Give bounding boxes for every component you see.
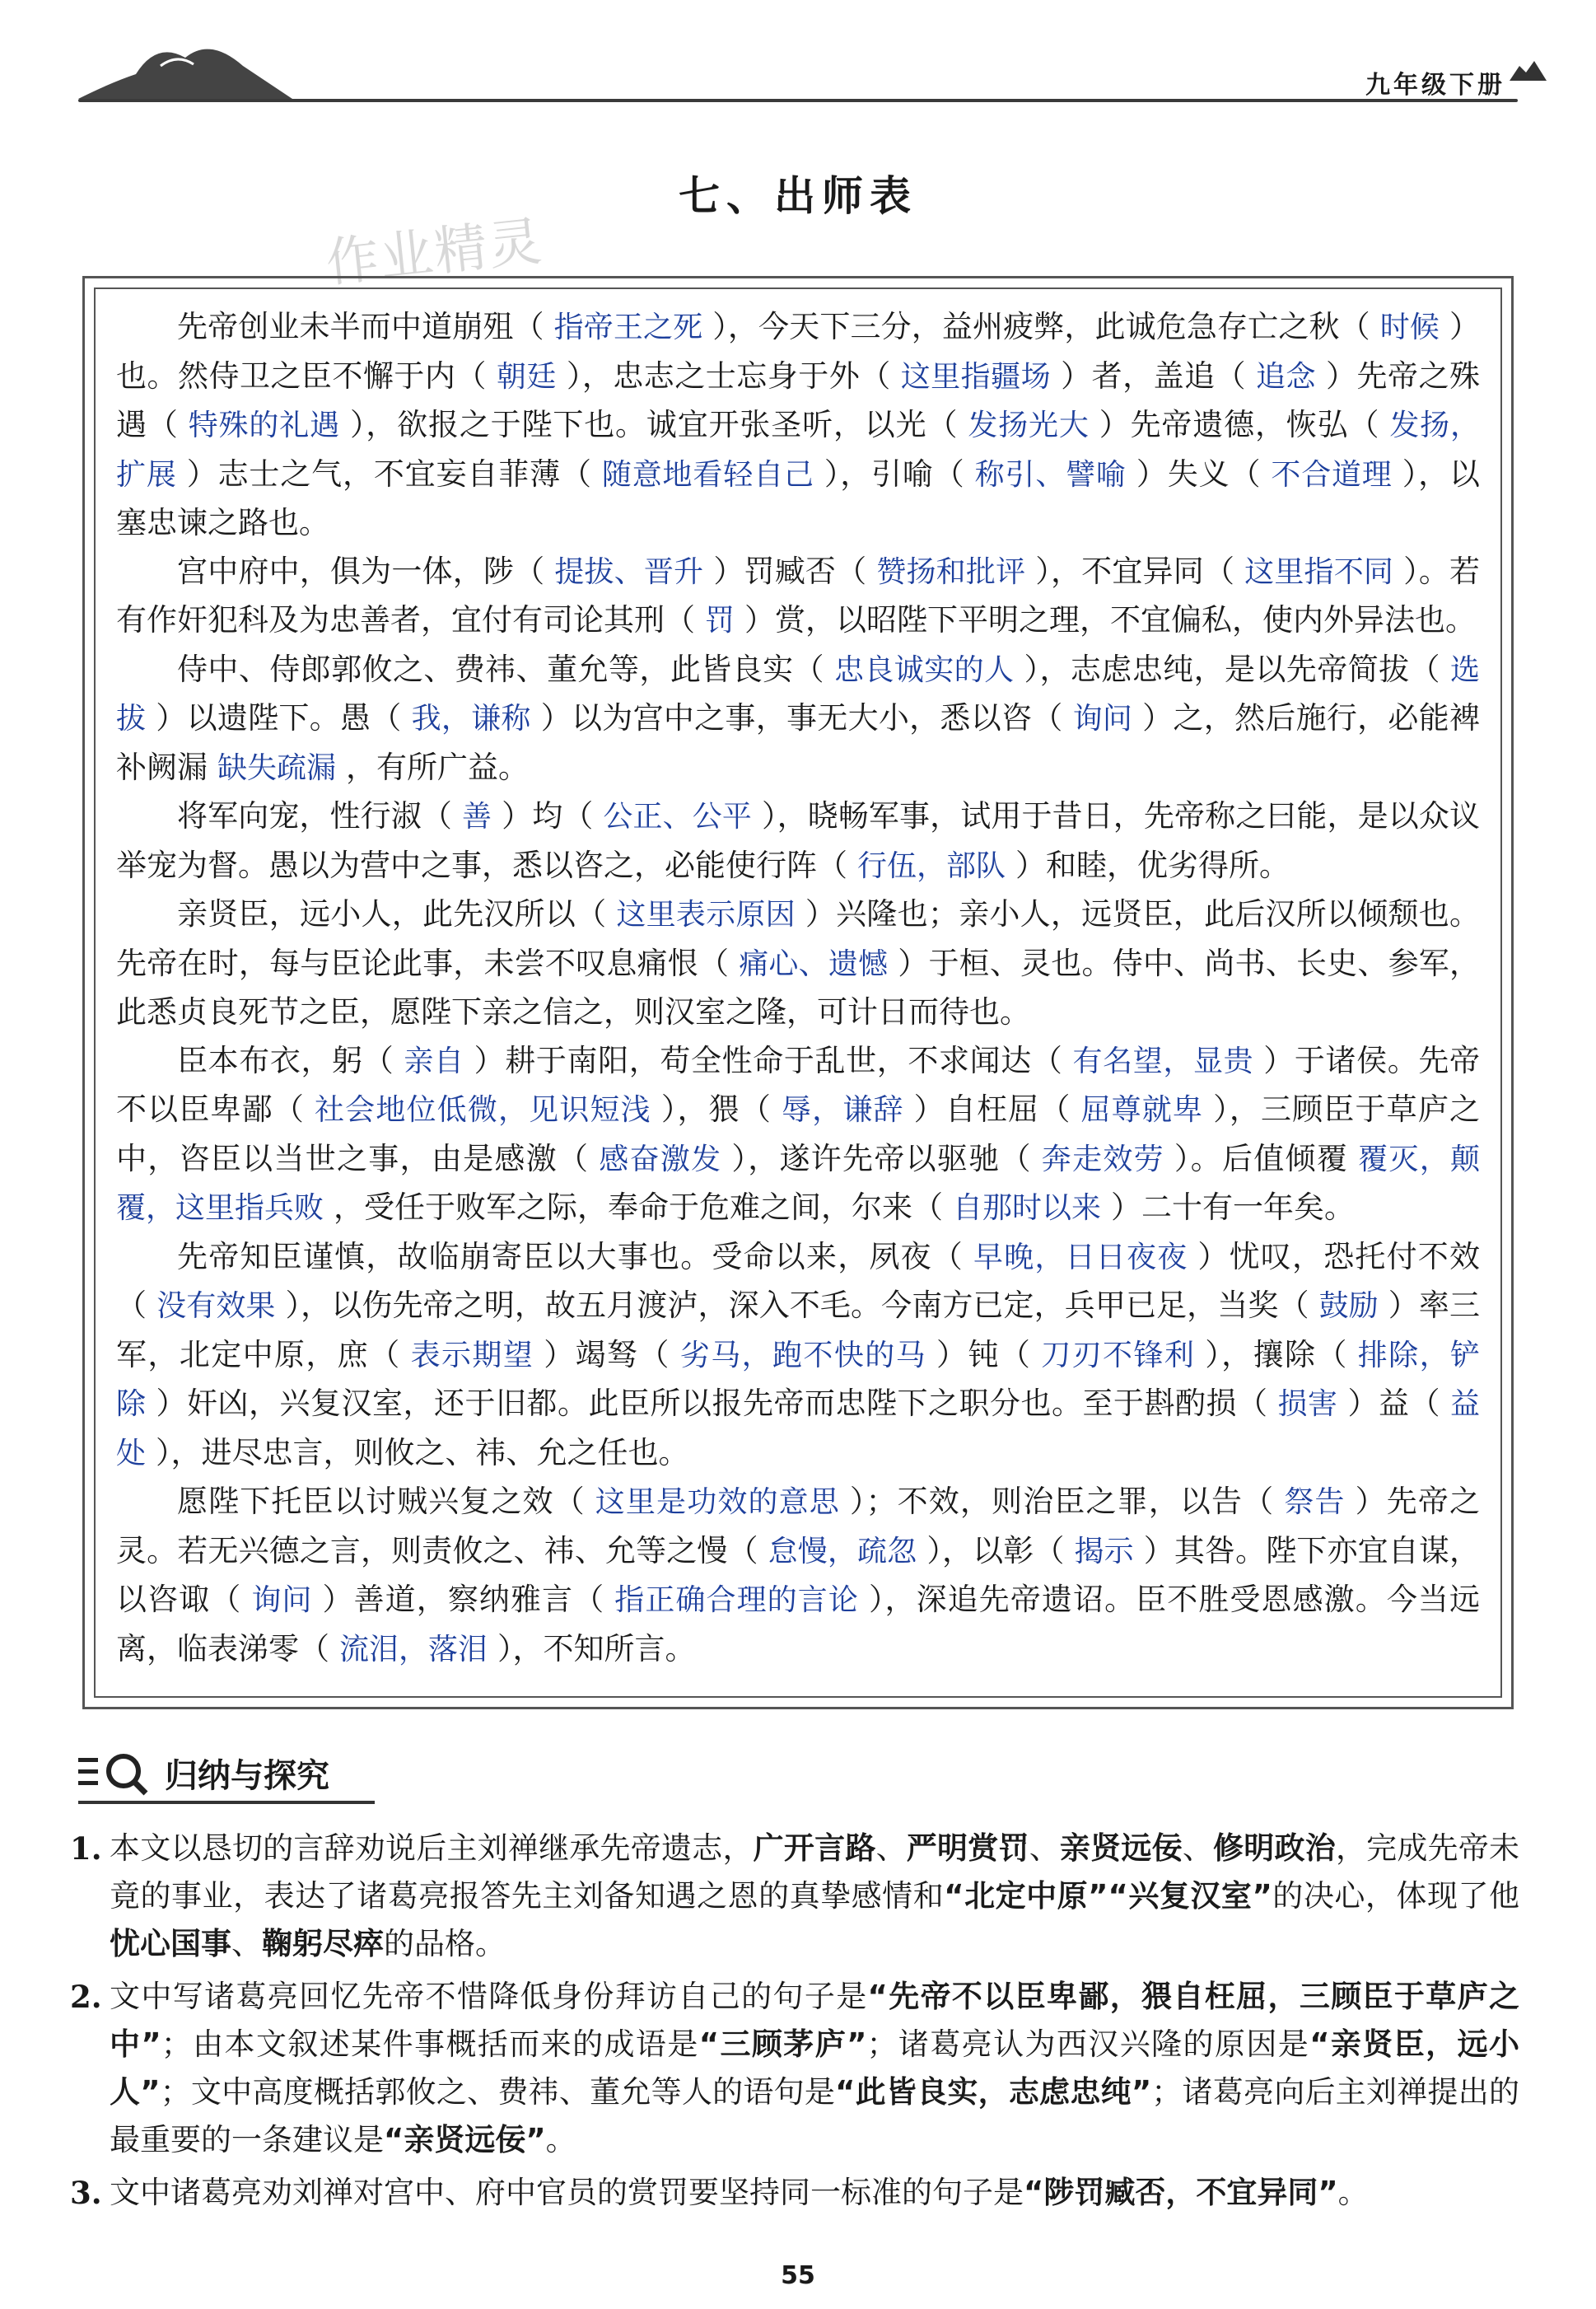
passage-segment: ），引喻（: [824, 456, 965, 492]
passage-segment: ）。若有作奸犯科及为忠善者，宜付有司论其刑（: [116, 553, 1481, 638]
filled-answer: 这里指不同: [1244, 554, 1394, 589]
passage-paragraph: [116, 1233, 1480, 1479]
passage-segment: ），今天下三分，益州疲弊，此诚危急存亡之秋（: [712, 309, 1370, 344]
passage-segment: ）失义（: [1136, 456, 1262, 492]
filled-answer: 屈尊就卑: [1080, 1093, 1204, 1127]
passage-segment: ），遂许先帝以驱驰（: [731, 1140, 1032, 1176]
filled-answer: 覆灭，颠覆，这里指兵败: [116, 1142, 1480, 1225]
question-text: 、: [875, 1830, 907, 1866]
passage-segment: ），不宜异同（: [1035, 553, 1235, 589]
filled-answer: 提拔、晋升: [554, 554, 704, 589]
passage-segment: 宫中府中，俱为一体，陟（: [177, 553, 545, 589]
filled-answer: 有名望，显贵: [1072, 1044, 1254, 1078]
question-number: 3.: [70, 2175, 102, 2211]
filled-answer: 善: [461, 800, 492, 834]
question-item: [70, 2169, 1519, 2217]
passage-segment: ），攘除（: [1205, 1336, 1348, 1372]
small-mountain-icon: [1510, 58, 1547, 82]
filled-answer: 缺失疏漏: [217, 750, 337, 785]
passage-segment: ），不知所言。: [497, 1630, 696, 1666]
filled-answer: 这里是功效的意思: [595, 1485, 840, 1519]
filled-answer: 奔走效劳: [1041, 1142, 1164, 1176]
passage-segment: ）先帝之殊遇（: [116, 358, 1480, 442]
question-text: 。: [545, 2122, 576, 2157]
filled-answer: 排除，铲除: [116, 1338, 1480, 1421]
passage-segment: ）竭驽（: [544, 1336, 670, 1372]
filled-answer: 指帝王之死: [553, 311, 703, 344]
passage-segment: ，受任于败军之际，奉命于危难之间，尔来（: [334, 1190, 944, 1225]
passage-segment: 先帝创业未半而中道崩殂（: [177, 309, 544, 344]
question-text: ，完成先帝未竟的事业，表达了诸葛亮报答先主刘备知遇之恩的真挚感情和: [110, 1830, 1520, 1914]
filled-answer: 社会地位低微，见识短浅: [315, 1093, 651, 1127]
filled-answer: 这里表示原因: [616, 898, 796, 932]
answer-bold: “陟罚臧否，不宜异同”: [1024, 2175, 1338, 2210]
question-item: [70, 1825, 1519, 1968]
answer-bold: 修明政治: [1213, 1830, 1336, 1866]
passage-segment: ），忠志之士忘身于外（: [566, 358, 891, 394]
header-rule: [78, 99, 1518, 102]
question-text: ；由本文叙述某件事概括而来的成语是: [161, 2026, 699, 2062]
passage-segment: ），欲报之于陛下也。诚宜开张圣听，以光（: [349, 407, 959, 442]
passage-segment: ）钝（: [936, 1336, 1032, 1372]
answer-bold: 忧心国事: [110, 1926, 231, 1961]
filled-answer: 鼓励: [1318, 1289, 1379, 1323]
passage-segment: 臣本布衣，躬（: [177, 1042, 394, 1078]
passage-box: [82, 276, 1514, 1709]
passage-segment: ）先帝之灵。若无兴德之言，则责攸之、祎、允等之慢（: [116, 1484, 1481, 1568]
magnifier-icon: [78, 1746, 161, 1796]
passage-segment: ）善道，察纳雅言（: [322, 1582, 605, 1617]
filled-answer: 公正、公平: [603, 800, 752, 834]
answer-bold: “三顾茅庐”: [698, 2026, 867, 2062]
watermark: 作业精灵: [323, 211, 546, 295]
passage-segment: ）奸凶，兴复汉室，还于旧都。此臣所以报先帝而忠陛下之职分也。至于斟酌损（: [156, 1386, 1268, 1421]
passage-segment: ）；不效，则治臣之罪，以告（: [849, 1484, 1275, 1519]
passage-segment: ）其咎。陛下亦宜自谋，以咨诹（: [116, 1532, 1480, 1617]
passage-paragraph: [116, 1478, 1480, 1674]
passage-segment: ），以塞忠谏之路也。: [116, 456, 1480, 540]
filled-answer: 我，谦称: [411, 702, 531, 736]
passage-paragraph: [116, 646, 1480, 793]
passage-segment: ）罚臧否（: [713, 553, 867, 589]
answer-bold: “亲贤臣，远小人”: [110, 2026, 1519, 2110]
passage-segment: 侍中、侍郎郭攸之、费祎、董允等，此皆良实（: [177, 651, 824, 687]
filled-answer: 追念: [1256, 359, 1317, 394]
filled-answer: 发扬，扩展: [116, 409, 1481, 492]
passage-paragraph: [116, 890, 1480, 1037]
filled-answer: 劣马，跑不快的马: [679, 1338, 927, 1372]
filled-answer: 朝廷: [496, 359, 557, 394]
filled-answer: 不合道理: [1271, 457, 1393, 492]
filled-answer: 祭告: [1284, 1485, 1346, 1519]
answer-bold: 严明赏罚: [906, 1830, 1029, 1866]
question-number: 1.: [70, 1830, 102, 1867]
question-item: [70, 1973, 1519, 2164]
passage-segment: ）先帝遗德，恢弘（: [1099, 407, 1380, 442]
passage-segment: ）也。然侍卫之臣不懈于内（: [116, 309, 1480, 394]
question-text: 文中写诸葛亮回忆先帝不惜降低身份拜访自己的句子是: [110, 1979, 868, 2014]
passage-segment: 先帝知臣谨慎，故临崩寄臣以大事也。受命以来，夙夜（: [177, 1238, 964, 1274]
passage-segment: ）忧叹，恐托付不效（: [116, 1238, 1481, 1323]
question-text: 本文以恳切的言辞劝说后主刘禅继承先帝遗志，: [110, 1830, 754, 1866]
filled-answer: 益处: [116, 1387, 1480, 1470]
passage-segment: ），志虑忠纯，是以先帝简拔（: [1024, 651, 1440, 687]
filled-answer: 刀刃不锋利: [1041, 1338, 1196, 1372]
passage-segment: ）志士之气，不宜妄自菲薄（: [186, 456, 592, 492]
answer-bold: 广开言路: [753, 1830, 876, 1866]
passage-segment: ）均（: [502, 798, 594, 834]
question-text: 、: [1182, 1830, 1214, 1866]
passage-segment: ）以为宫中之事，事无大小，悉以咨（: [540, 700, 1063, 736]
filled-answer: 随意地看轻自己: [601, 457, 814, 492]
section-underline: [78, 1801, 375, 1804]
passage-text: [116, 303, 1480, 1674]
passage-segment: ），三顾臣于草庐之中，咨臣以当世之事，由是感激（: [116, 1091, 1480, 1176]
filled-answer: 流泪，落泪: [339, 1632, 488, 1666]
question-text: 、: [1029, 1830, 1060, 1866]
question-text: 、: [231, 1926, 262, 1961]
filled-answer: 表示期望: [410, 1338, 534, 1372]
filled-answer: 罚: [705, 604, 735, 638]
question-text: ；诸葛亮向后主刘禅提出的最重要的一条建议是: [110, 2074, 1520, 2157]
passage-segment: ）以遗陛下。愚（: [156, 700, 402, 736]
filled-answer: 感奋激发: [599, 1142, 722, 1176]
passage-segment: ）益（: [1347, 1386, 1440, 1421]
question-text: 的决心，体现了他: [1272, 1878, 1519, 1914]
filled-answer: 没有效果: [156, 1289, 276, 1323]
filled-answer: 损害: [1277, 1387, 1338, 1421]
passage-segment: ）赏，以昭陛下平明之理，不宜偏私，使内外异法也。: [744, 602, 1477, 638]
question-list: [70, 1825, 1519, 2222]
passage-segment: ）耕于南阳，苟全性命于乱世，不求闻达（: [474, 1042, 1063, 1078]
grade-label: 九年级下册: [1365, 71, 1505, 100]
passage-segment: 将军向宠，性行淑（: [177, 798, 452, 834]
filled-answer: 自那时以来: [953, 1191, 1102, 1225]
filled-answer: 怠慢，疏忽: [768, 1534, 917, 1568]
answer-bold: “此皆良实，志虑忠纯”: [835, 2074, 1152, 2110]
passage-segment: ，有所广益。: [346, 749, 530, 785]
filled-answer: 赞扬和批评: [876, 554, 1026, 589]
filled-answer: 特殊的礼遇: [188, 409, 340, 442]
question-text: ；诸葛亮认为西汉兴隆的原因是: [866, 2026, 1310, 2062]
passage-segment: ），晓畅军事，试用于昔日，先帝称之曰能，是以众议举宠为督。愚以为营中之事，悉以咨之，必能使行阵（: [116, 798, 1480, 883]
filled-answer: 行伍，部队: [857, 848, 1006, 883]
filled-answer: 亲自: [404, 1044, 464, 1078]
passage-paragraph: [116, 792, 1480, 890]
answer-bold: 亲贤远佞: [1059, 1830, 1183, 1866]
passage-segment: ）自枉屈（: [913, 1091, 1071, 1127]
filled-answer: 辱，谦辞: [782, 1093, 904, 1127]
passage-paragraph: [116, 548, 1480, 646]
page-title: 七、出师表: [679, 171, 917, 220]
passage-segment: ）于诸侯。先帝不以臣卑鄙（: [116, 1042, 1480, 1127]
question-text: ；文中高度概括郭攸之、费祎、董允等人的语句是: [160, 2074, 836, 2110]
passage-segment: ）率三军，北定中原，庶（: [116, 1288, 1480, 1372]
passage-segment: ）。后值倾覆: [1174, 1140, 1349, 1176]
passage-segment: ），进尽忠言，则攸之、祎、允之任也。: [156, 1434, 689, 1470]
page-number: 55: [781, 2261, 815, 2290]
filled-answer: 痛心、遗憾: [739, 947, 889, 981]
question-number: 2.: [70, 1979, 102, 2015]
mountain-ornament: [78, 33, 292, 102]
filled-answer: 选拔: [116, 652, 1480, 736]
passage-paragraph: [116, 1037, 1480, 1233]
filled-answer: 这里指疆场: [900, 359, 1052, 394]
passage-segment: 愿陛下托臣以讨贼兴复之效（: [177, 1484, 586, 1519]
answer-bold: “先帝不以臣卑鄙，猥自枉屈，三顾臣于草庐之中”: [110, 1979, 1519, 2062]
filled-answer: 早晚，日日夜夜: [973, 1240, 1188, 1274]
answer-bold: 鞠躬尽瘁: [262, 1926, 384, 1961]
question-text: 文中诸葛亮劝刘禅对宫中、府中官员的赏罚要坚持同一标准的句子是: [110, 2175, 1024, 2210]
filled-answer: 称引、譬喻: [974, 457, 1127, 492]
passage-segment: 亲贤臣，远小人，此先汉所以（: [177, 896, 607, 932]
answer-bold: “北定中原”“兴复汉室”: [944, 1878, 1272, 1914]
filled-answer: 询问: [251, 1583, 313, 1617]
filled-answer: 忠良诚实的人: [833, 652, 1015, 687]
answer-bold: “亲贤远佞”: [384, 2122, 546, 2157]
passage-segment: ）之，然后施行，必能裨补阙漏: [116, 700, 1480, 785]
passage-paragraph: [116, 303, 1480, 548]
filled-answer: 发扬光大: [968, 409, 1090, 442]
passage-segment: ），以伤先帝之明，故五月渡泸，深入不毛。今南方已定，兵甲已足，当奖（: [285, 1288, 1309, 1323]
passage-segment: ），深追先帝遗诏。臣不胜受恩感激。今当远离，临表涕零（: [116, 1582, 1481, 1666]
passage-segment: ），以彰（: [926, 1532, 1065, 1568]
passage-segment: ），猥（: [660, 1091, 772, 1127]
passage-segment: ）于桓、灵也。侍中、尚书、长史、参军，此悉贞良死节之臣，愿陛下亲之信之，则汉室之隆，可计日而待也。: [116, 945, 1480, 1030]
filled-answer: 揭示: [1074, 1534, 1134, 1568]
section-title: 归纳与探究: [165, 1757, 329, 1795]
question-text: 的品格。: [384, 1926, 506, 1961]
filled-answer: 询问: [1072, 702, 1133, 736]
passage-segment: ）二十有一年矣。: [1111, 1190, 1356, 1225]
filled-answer: 指正确合理的言论: [614, 1583, 859, 1617]
filled-answer: 时候: [1379, 311, 1440, 344]
question-text: 。: [1337, 2175, 1369, 2210]
passage-segment: ）兴隆也；亲小人，远贤臣，此后汉所以倾颓也。先帝在时，每与臣论此事，未尝不叹息痛恨（: [116, 896, 1481, 981]
passage-segment: ）和睦，优劣得所。: [1015, 847, 1290, 883]
passage-segment: ）者，盖追（: [1061, 358, 1247, 394]
